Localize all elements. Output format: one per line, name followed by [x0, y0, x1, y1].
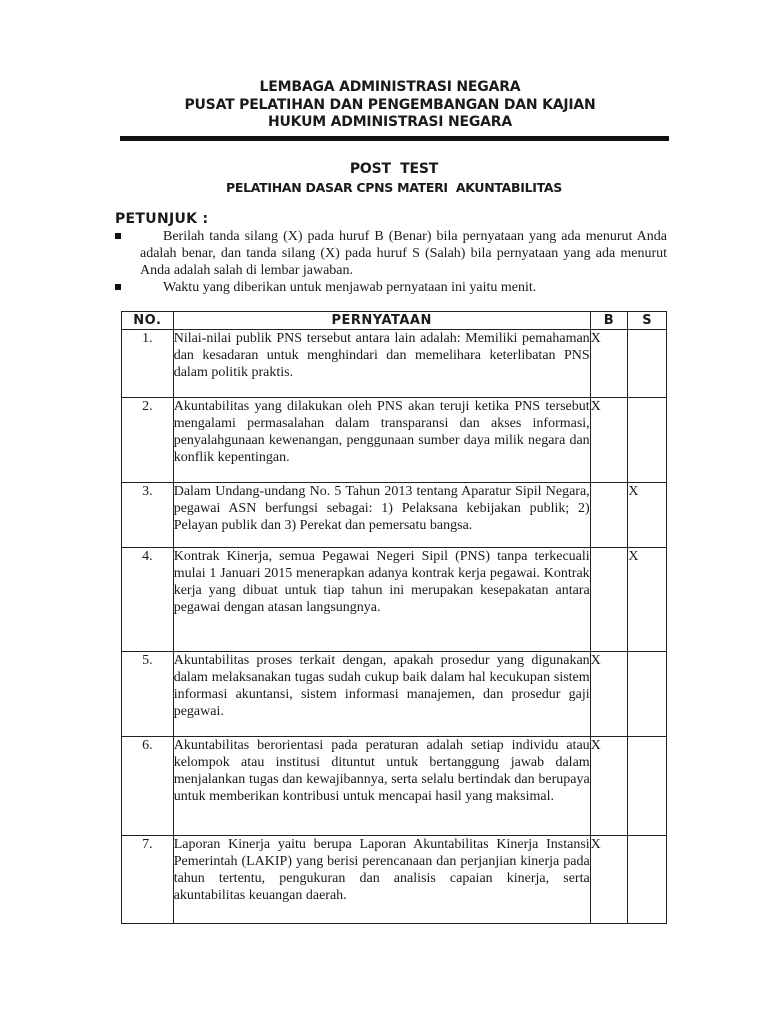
document-title: POST TEST	[349, 161, 439, 177]
answer-b	[590, 548, 628, 652]
answer-s	[628, 330, 667, 398]
table-row	[122, 737, 667, 836]
header-line-2: PUSAT PELATIHAN DAN PENGEMBANGAN DAN KAJIAN	[184, 96, 596, 113]
answer-b: X	[590, 330, 628, 398]
header-line-3: HUKUM ADMINISTRASI NEGARA	[267, 114, 513, 130]
row-statement: Dalam Undang-undang No. 5 Tahun 2013 tentang Aparatur Sipil Negara, pegawai ASN berfungsi sebagai: 1) Pelaksana kebijakan publik; 2) Pelayan publik dan 3) Perekat dan pemersatu bangsa.	[173, 483, 590, 548]
table-row	[122, 330, 667, 398]
row-statement: Akuntabilitas berorientasi pada peraturan adalah setiap individu atau kelompok atau institusi dituntut untuk bertanggung jawab dalam menjalankan tugas dan kewajibannya, serta selalu bertindak dan berupaya untuk memberikan kontribusi untuk mencapai hasil yang maksimal.	[173, 737, 590, 836]
answer-b: X	[590, 398, 628, 483]
header-divider	[120, 136, 669, 141]
instruction-item	[115, 228, 667, 279]
header-s: S	[628, 312, 667, 330]
answer-s	[628, 836, 667, 924]
question-table	[121, 311, 667, 924]
table-header-row	[122, 312, 667, 330]
instruction-text: Waktu yang diberikan untuk menjawab pernyataan ini yaitu menit.	[163, 280, 537, 295]
instruction-item	[115, 279, 667, 296]
table-row	[122, 483, 667, 548]
table-row	[122, 836, 667, 924]
table-row	[122, 548, 667, 652]
row-statement: Kontrak Kinerja, semua Pegawai Negeri Sipil (PNS) tanpa terkecuali mulai 1 Januari 2015 menerapkan adanya kontrak kerja pegawai. Kontrak kerja yang dibuat untuk tiap tahun ini merupakan kesepakatan antara pegawai dengan atasan langsungnya.	[173, 548, 590, 652]
answer-s: X	[628, 483, 667, 548]
answer-s	[628, 737, 667, 836]
row-statement: Laporan Kinerja yaitu berupa Laporan Akuntabilitas Kinerja Instansi Pemerintah (LAKIP) yang berisi perencanaan dan perjanjian kinerja pada tahun tertentu, pengukuran dan analisis capaian kinerja, serta akuntabilitas keuangan daerah.	[173, 836, 590, 924]
instructions-label: PETUNJUK :	[115, 211, 209, 227]
bullet-icon	[115, 284, 121, 290]
header-no: NO.	[122, 312, 174, 330]
row-number: 7.	[122, 836, 174, 924]
row-number: 1.	[122, 330, 174, 398]
row-statement: Nilai-nilai publik PNS tersebut antara lain adalah: Memiliki pemahaman dan kesadaran untuk menghindari dan memelihara keterlibatan PNS dalam politik praktis.	[173, 330, 590, 398]
row-statement: Akuntabilitas yang dilakukan oleh PNS akan teruji ketika PNS tersebut mengalami permasalahan dalam transparansi dan akses informasi, penyalahgunaan kewenangan, penggunaan sumber daya milik negara dan konflik kepentingan.	[173, 398, 590, 483]
header-line-1: LEMBAGA ADMINISTRASI NEGARA	[259, 79, 521, 95]
answer-s	[628, 398, 667, 483]
instruction-text: Berilah tanda silang (X) pada huruf B (Benar) bila pernyataan yang ada menurut Anda adalah benar, dan tanda silang (X) pada huruf S (Salah) bila pernyataan yang ada menurut Anda adalah salah di lembar jawaban.	[140, 229, 667, 278]
answer-b: X	[590, 737, 628, 836]
answer-b	[590, 483, 628, 548]
document-subtitle: PELATIHAN DASAR CPNS MATERI AKUNTABILITAS	[226, 180, 562, 195]
row-number: 4.	[122, 548, 174, 652]
header-b: B	[590, 312, 628, 330]
answer-b: X	[590, 652, 628, 737]
answer-s	[628, 652, 667, 737]
table-row	[122, 398, 667, 483]
answer-b: X	[590, 836, 628, 924]
row-number: 5.	[122, 652, 174, 737]
institution-header	[0, 79, 768, 132]
row-statement: Akuntabilitas proses terkait dengan, apakah prosedur yang digunakan dalam melaksanakan tugas sudah cukup baik dalam hal kecukupan sistem informasi akuntansi, sistem informasi manajemen, dan prosedur gaji pegawai.	[173, 652, 590, 737]
table-row	[122, 652, 667, 737]
bullet-icon	[115, 233, 121, 239]
answer-s: X	[628, 548, 667, 652]
row-number: 3.	[122, 483, 174, 548]
header-statement: PERNYATAAN	[173, 312, 590, 330]
row-number: 6.	[122, 737, 174, 836]
row-number: 2.	[122, 398, 174, 483]
